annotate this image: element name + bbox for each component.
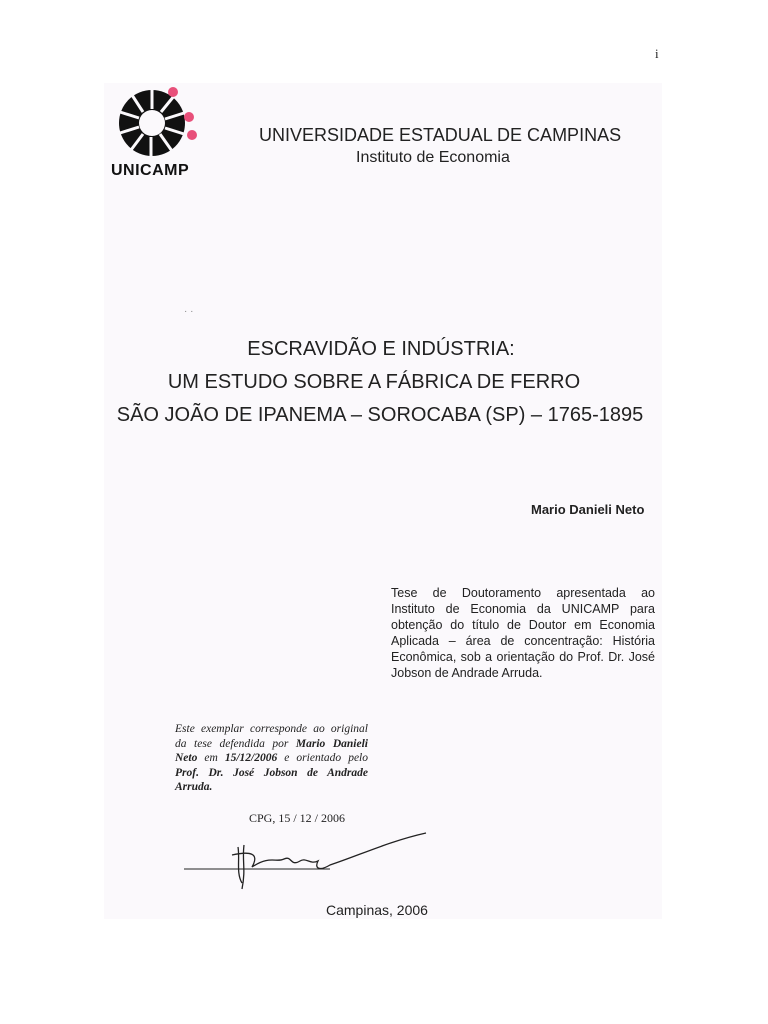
note-date: 15/12/2006 [224, 752, 278, 764]
note-advisor: Prof. Dr. José Jobson de Andrade Arruda. [175, 766, 368, 793]
note-author: Mario Danieli Neto [175, 737, 368, 764]
place-and-year: Campinas, 2006 [326, 902, 428, 918]
title-line-1: ESCRAVIDÃO E INDÚSTRIA: [247, 338, 515, 360]
thesis-description: Tese de Doutoramento apresentada ao Instituto de Economia da UNICAMP para obtenção do título de Doutor em Economia Aplicada – área de concentração: História Econômica, sob a orientação do Prof. Dr. José Jobson de Andrade Arruda. [391, 586, 655, 680]
unicamp-logo-text: UNICAMP [111, 162, 190, 179]
university-name: UNIVERSIDADE ESTADUAL DE CAMPINAS [259, 125, 622, 145]
institute-name: Instituto de Economia [356, 149, 510, 166]
approval-note: Este exemplar corresponde ao original da tese defendida por Mario Danieli Neto em 15/12/2006 e orientado pelo Prof. Dr. José Jobson de Andrade Arruda. [175, 723, 368, 793]
cpg-stamp: CPG, 15 / 12 / 2006 [249, 811, 346, 825]
title-line-2: UM ESTUDO SOBRE A FÁBRICA DE FERRO [167, 371, 581, 393]
title-line-3: SÃO JOÃO DE IPANEMA – SOROCABA (SP) – 1765-1895 [116, 404, 644, 426]
author-name: Mario Danieli Neto [531, 502, 645, 517]
scan-speck: · · [184, 306, 194, 317]
page-number: i [655, 46, 659, 61]
signature [180, 825, 430, 895]
